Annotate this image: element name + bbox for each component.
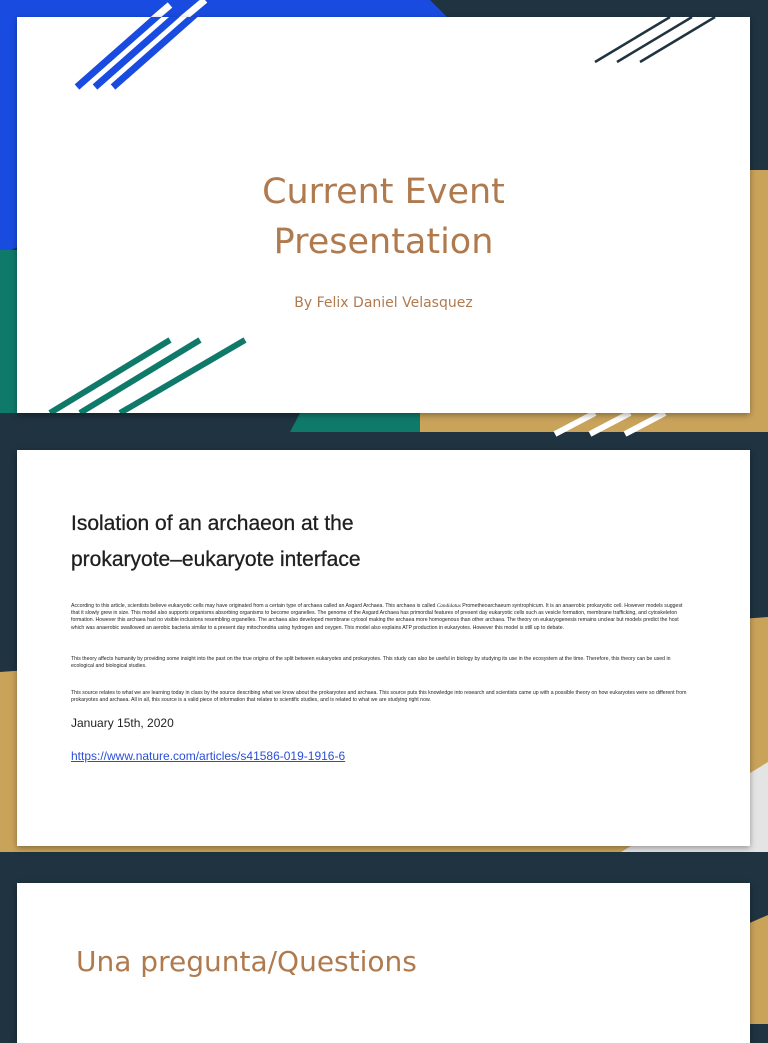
article-title-line-1: Isolation of an archaeon at the	[71, 512, 354, 535]
article-date: January 15th, 2020	[71, 716, 174, 730]
slide-1[interactable]	[17, 17, 750, 413]
summary-text-end: Prometheoarchaeum syntrophicum. It is an anaerobic prokaryotic cell. However models suggest that it slowly grew in size. This model also supports organisms absorbing organisms to become organelles. The genome of the Asgard Archaea has primordial features of present day eukaryotic cells such as vesicle formation, membrane trafficking, and cytoskeleton formation. However this archaea had no visible inclusions resembling organelles. The archaea also developed membrane cytosol making the archaea more homogenous than other archaea. The theory on eukaryogenesis remains unclear but models predict the host which was anaerobic swallowed an aerobic bacteria similar to a present day mitochondria using hydrogen and oxygen. This model also explains ATP production in eukaryotes. However this model is still up to debate.	[71, 603, 683, 631]
summary-italic-term: Candidatus	[436, 603, 461, 609]
questions-title: Una pregunta/Questions	[76, 945, 417, 978]
article-title-line-2: prokaryote–eukaryote interface	[71, 548, 361, 571]
relevance-paragraph: This source relates to what we are learning today in class by the source describing what we know about the prokaryotes and archaea. This source puts this knowledge into research and scientists came up with a possible theory on how eukaryotes were so different from prokaryotes and archaea. All in all, this source is a valid piece of information that relates to scientific studies, and is related to what we are studying right now.	[71, 690, 687, 704]
article-link[interactable]: https://www.nature.com/articles/s41586-019-1916-6	[71, 749, 346, 763]
title-line-1: Current Event	[262, 172, 505, 212]
slide-2[interactable]	[17, 450, 750, 846]
author-subtitle: By Felix Daniel Velasquez	[294, 295, 473, 311]
slide-3[interactable]	[17, 883, 750, 1043]
title-line-2: Presentation	[273, 222, 494, 262]
summary-text-start: According to this article, scientists believe eukaryotic cells may have originated from a certain type of archaea called an Asgard Archaea. This archaea is called	[71, 603, 437, 609]
summary-paragraph	[71, 603, 687, 632]
impact-paragraph: This theory affects humanity by providing some insight into the past on the true origins of the split between eukaryotes and prokaryotes. This study can also be useful in biology by studying its use in the ecosystem at the time. Therefore, this theory can be used in ecological and biological studies.	[71, 656, 671, 670]
presentation-title	[17, 167, 750, 267]
article-title	[71, 506, 571, 578]
